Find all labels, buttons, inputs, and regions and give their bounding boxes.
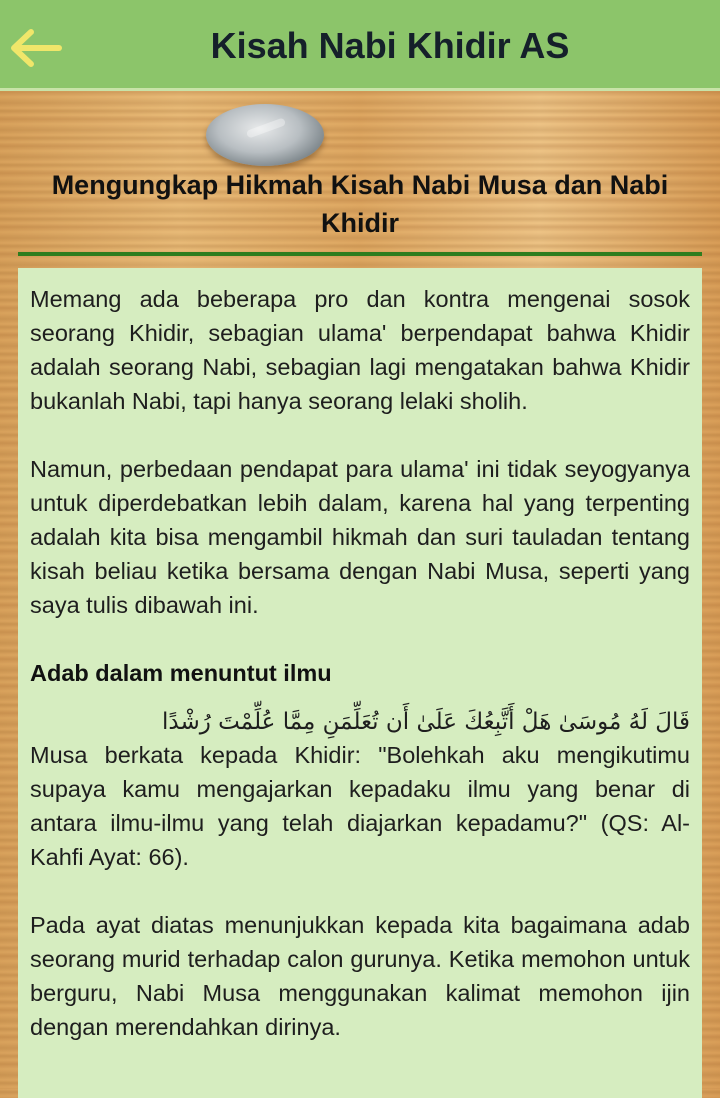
arrow-left-icon [9,28,63,68]
article-paragraph: Namun, perbedaan pendapat para ulama' ini tidak seyogyanya untuk diperdebatkan lebih dalam, karena hal yang terpenting adalah kita bisa mengambil hikmah dan suri tauladan tentang kisah beliau ketika bersama dengan Nabi Musa, seperti yang saya tulis dibawah ini. [30,456,690,618]
verse-translation: Musa berkata kepada Khidir: "Bolehkah aku mengikutimu supaya kamu mengajarkan kepadaku ilmu yang benar di antara ilmu-ilmu yang telah diajarkan kepadamu?" (QS: Al-Kahfi Ayat: 66). [30,742,690,870]
article-paragraph: Pada ayat diatas menunjukkan kepada kita bagaimana adab seorang murid terhadap calon gurunya. Ketika memohon untuk berguru, Nabi Musa menggunakan kalimat memohon ijin dengan merendahkan dirinya. [30,912,690,1040]
section-title: Adab dalam menuntut ilmu [30,660,332,686]
pushpin-icon [206,104,324,166]
article-content[interactable] [18,268,702,1098]
arabic-verse: قَالَ لَهُ مُوسَىٰ هَلْ أَتَّبِعُكَ عَلَىٰ أَن تُعَلِّمَنِ مِمَّا عُلِّمْتَ رُشْدًا [162,709,690,735]
article-heading: Mengungkap Hikmah Kisah Nabi Musa dan Nabi Khidir [51,170,669,238]
article-paragraph: Memang ada beberapa pro dan kontra mengenai sosok seorang Khidir, sebagian ulama' berpendapat bahwa Khidir adalah seorang Nabi, sebagian lagi mengatakan bahwa Khidir bukanlah Nabi, tapi hanya seorang lelaki sholih. [30,286,690,414]
divider [18,252,702,256]
app-bar [0,0,720,91]
back-button[interactable] [8,26,64,70]
page-title: Kisah Nabi Khidir AS [210,24,570,66]
